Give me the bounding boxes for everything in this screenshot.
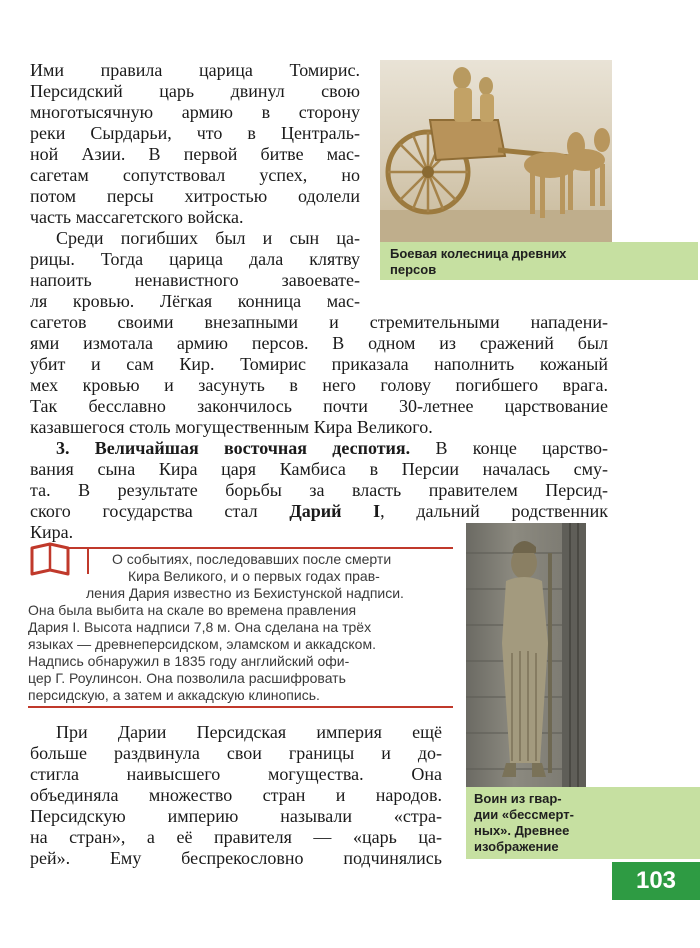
text-line: реки Сырдарьи, что в Централь-	[30, 123, 360, 143]
info-line: Надпись обнаружил в 1835 году английский офи-	[28, 653, 350, 669]
text-line: часть массагетского войска.	[30, 207, 244, 227]
text-line: рей». Ему беспрекословно подчинялись	[30, 848, 442, 868]
section-heading: 3. Величайшая восточная деспотия.	[56, 438, 411, 458]
info-line: языках — древнеперсидском, эламском и аккадском.	[28, 636, 376, 652]
info-line: ления Дария известно из Бехистунской надписи.	[86, 585, 404, 601]
text-line: ями измотала армию персов. В одном из сражений был	[30, 333, 608, 353]
text-line: потом персы хитростью одолели	[30, 186, 360, 206]
text-fragment: , дальний родственник	[380, 501, 608, 521]
text-line: ля кровью. Лёгкая конница мас-	[30, 291, 360, 311]
text-line: Так бесславно закончилось почти 30-летнее царствование	[30, 396, 608, 416]
page-number: 103	[612, 862, 700, 900]
caption-line: ных». Древнее	[474, 823, 570, 838]
caption-line: персов	[390, 262, 437, 277]
chariot-caption	[380, 242, 698, 280]
caption-line: Боевая колесница древних	[390, 246, 567, 261]
info-line: цер Г. Роулинсон. Она позволила расшифровать	[28, 670, 346, 686]
text-line: мех кровью и засунуть в него голову погибшего врага.	[30, 375, 608, 395]
text-line: рицы. Тогда царица дала клятву	[30, 249, 360, 269]
text-line: ной Азии. В первой битве мас-	[30, 144, 360, 164]
text-line: казавшегося столь могущественным Кира Великого.	[30, 417, 433, 437]
text-line: Ими правила царица Томирис.	[30, 60, 360, 80]
warrior-image	[466, 523, 586, 787]
darius-name: Дарий I	[289, 501, 381, 521]
text-line: При Дарии Персидская империя ещё	[56, 722, 442, 742]
text-fragment: В конце царство-	[410, 438, 608, 458]
info-box	[28, 540, 453, 710]
text-line: Персидский царь двинул свою	[30, 81, 360, 101]
caption-line: дии «бессмерт-	[474, 807, 574, 822]
text-line: больше раздвинула свои границы и до-	[30, 743, 442, 763]
text-line: вания сына Кира царя Камбиса в Персии началась сму-	[30, 459, 608, 479]
info-line: персидскую, а затем и аккадскую клинопись.	[28, 687, 320, 703]
warrior-caption	[466, 787, 700, 859]
chariot-image	[380, 60, 612, 242]
info-line: О событиях, последовавших после смерти	[112, 551, 392, 567]
text-fragment: ского государства стал	[30, 501, 290, 521]
info-line: Она была выбита на скале во времена правления	[28, 602, 357, 618]
text-line: стигла наивысшего могущества. Она	[30, 764, 442, 784]
text-line: Среди погибших был и сын ца-	[56, 228, 360, 248]
caption-line: изображение	[474, 839, 559, 854]
caption-line: Воин из гвар-	[474, 791, 562, 806]
text-line: многотысячную армию в сторону	[30, 102, 360, 122]
text-line: на стран», а её правителя — «царь ца-	[30, 827, 442, 847]
info-line: Кира Великого, и о первых годах прав-	[128, 568, 380, 584]
text-line: напоить ненавистного завоевате-	[30, 270, 360, 290]
text-line-darius	[30, 501, 608, 522]
text-line: та. В результате борьбы за власть правителем Персид-	[30, 480, 608, 500]
info-box-divider	[28, 706, 453, 708]
text-line: сагетов своими внезапными и стремительными нападени-	[30, 312, 608, 332]
text-line: объединяла множество стран и народов.	[30, 785, 442, 805]
text-line: сагетам сопутствовал успех, но	[30, 165, 360, 185]
info-line: Дария I. Высота надписи 7,8 м. Она сделана на трёх	[28, 619, 372, 635]
text-line: Персидскую империю называли «стра-	[30, 806, 442, 826]
text-line: Кира.	[30, 522, 74, 542]
text-line: убит и сам Кир. Томирис приказала наполнить кожаный	[30, 354, 608, 374]
section-heading-line	[56, 438, 608, 459]
